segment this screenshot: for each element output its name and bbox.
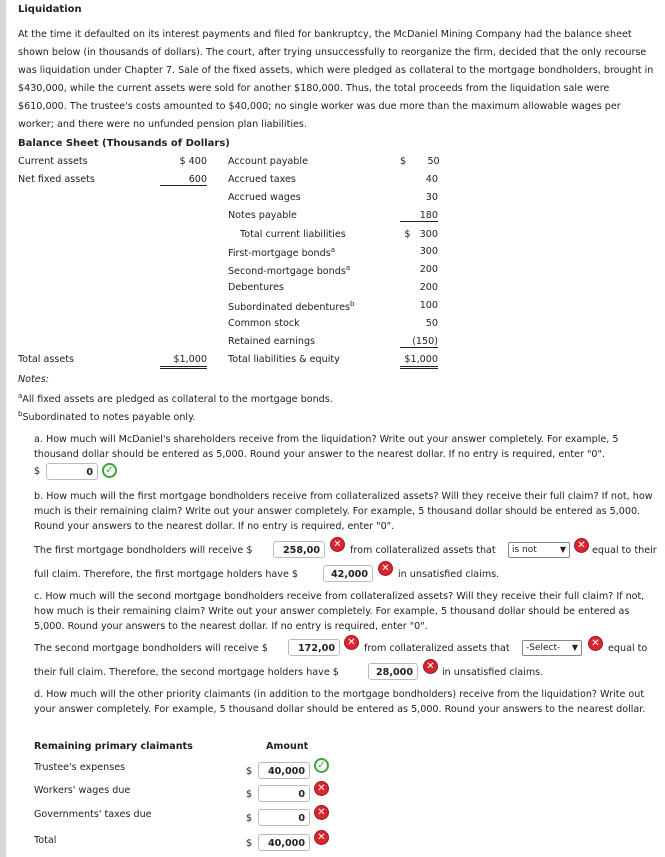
dollar-sign: $ (246, 789, 253, 800)
claimant-label: Governments' taxes due (34, 809, 152, 820)
dollar-sign: $ (246, 813, 253, 824)
dollar-sign: $ (246, 838, 253, 849)
correct-check-icon: ✓ (314, 758, 329, 773)
question-b-sentence-1: The first mortgage bondholders will receive $ (34, 545, 253, 556)
question-c-sentence-3: equal to (608, 643, 648, 654)
amount-column-header: Amount (266, 741, 309, 752)
question-a-text: a. How much will McDaniel's shareholders receive from the liquidation? Write out your answer completely. For example, 5 thousand dollar should be entered as 5,000. Round your answer to the nearest dollar. If no entry is required, enter "0". (34, 434, 619, 460)
question-b-sentence-5: in unsatisfied claims. (398, 569, 500, 580)
dollar-sign: $ (246, 766, 253, 777)
incorrect-x-icon: ✕ (314, 830, 329, 845)
trustee-expenses-input[interactable]: 40,000 (258, 762, 310, 779)
incorrect-x-icon: ✕ (314, 781, 329, 796)
incorrect-x-icon: ✕ (314, 805, 329, 820)
liability-value: $ 50 (400, 156, 440, 167)
liability-label: Account payable (228, 156, 308, 167)
liability-label: Debentures (228, 282, 284, 293)
notes-label: Notes: (18, 374, 49, 385)
question-d-text: d. How much will the other priority claimants (in addition to the mortgage bondholders) receive from the liquidation? Write out your answer completely. For example, 5 thousand dollar should be entered as 5,000. Round your answers to the nearest dollar. (34, 689, 646, 715)
liability-value: 50 (425, 318, 438, 329)
liability-label: Accrued wages (228, 192, 301, 203)
incorrect-x-icon: ✕ (330, 537, 345, 552)
liability-label: Common stock (228, 318, 300, 329)
incorrect-x-icon: ✕ (378, 561, 393, 576)
question-b-sentence-3: equal to their (592, 545, 657, 556)
liability-value: 180 (400, 210, 438, 222)
liability-value: 40 (425, 174, 438, 185)
total-liabilities-value: $1,000 (400, 354, 438, 369)
balance-sheet-title: Balance Sheet (Thousands of Dollars) (18, 138, 230, 149)
liability-label: Retained earnings (228, 336, 316, 347)
liability-value: 200 (419, 264, 438, 275)
first-mortgage-received-input[interactable]: 258,00 (273, 541, 325, 558)
asset-label: Net fixed assets (18, 174, 95, 185)
chevron-down-icon: ▼ (559, 545, 566, 554)
question-c-sentence-2: from collateralized assets that (364, 643, 510, 654)
asset-value: 600 (160, 174, 207, 186)
incorrect-x-icon: ✕ (423, 659, 438, 674)
asset-value: $ 400 (179, 156, 207, 167)
liability-label: First-mortgage bonds$^a$ (228, 246, 336, 260)
claimant-label: Workers' wages due (34, 785, 131, 796)
liability-value: 30 (425, 192, 438, 203)
question-b-sentence-2: from collateralized assets that (350, 545, 496, 556)
liability-value: 100 (419, 300, 438, 311)
liability-label: Second-mortgage bonds$^a$ (228, 264, 351, 278)
incorrect-x-icon: ✕ (574, 538, 589, 553)
claimants-column-header: Remaining primary claimants (34, 741, 193, 752)
liability-value: 300 (419, 246, 438, 257)
liability-value: $ 300 (404, 229, 438, 240)
total-liabilities-label: Total liabilities & equity (228, 354, 340, 365)
note-b: $^b$Subordinated to notes payable only. (18, 410, 196, 424)
question-c-sentence-1: The second mortgage bondholders will receive $ (34, 643, 268, 654)
total-claims-input[interactable]: 40,000 (258, 834, 310, 851)
first-mortgage-full-claim-select[interactable]: is not ▼ (508, 542, 570, 558)
page-title: Liquidation (18, 4, 82, 15)
liability-label: Notes payable (228, 210, 297, 221)
total-assets-value: $1,000 (160, 354, 207, 369)
question-c-sentence-4: their full claim. Therefore, the second mortgage holders have $ (34, 667, 339, 678)
liability-subtotal-label: Total current liabilities (240, 229, 346, 240)
question-c-text: c. How much will the second mortgage bondholders receive from collateralized assets? Will they receive their full claim? If not, how much is their remaining claim? Write out your answer completely. For example, 5 thousand dollar should be entered as 5,000. Round your answers to the nearest dollar. If no entry is required, enter "0". (34, 591, 645, 632)
claimant-label: Trustee's expenses (34, 762, 126, 773)
second-mortgage-received-input[interactable]: 172,00 (288, 639, 340, 656)
second-mortgage-unsatisfied-input[interactable]: 28,000 (368, 663, 418, 680)
first-mortgage-unsatisfied-input[interactable]: 42,000 (323, 565, 373, 582)
left-margin-bar (0, 0, 6, 857)
liability-value: (150) (400, 336, 438, 348)
liability-label: Accrued taxes (228, 174, 296, 185)
note-a: $^a$All fixed assets are pledged as collateral to the mortgage bonds. (18, 392, 333, 406)
claimant-total-label: Total (34, 835, 57, 846)
question-b-sentence-4: full claim. Therefore, the first mortgage holders have $ (34, 569, 299, 580)
second-mortgage-full-claim-select[interactable]: -Select- ▼ (522, 640, 582, 656)
question-c-sentence-5: in unsatisfied claims. (442, 667, 544, 678)
correct-check-icon: ✓ (102, 463, 117, 478)
shareholders-amount-input[interactable]: 0 (46, 463, 98, 480)
liability-value: 200 (419, 282, 438, 293)
dollar-sign: $ (34, 466, 41, 477)
asset-label: Current assets (18, 156, 88, 167)
problem-intro: At the time it defaulted on its interest payments and filed for bankruptcy, the McDaniel Mining Company had the balance sheet shown below (in thousands of dollars). The court, after trying unsuccessfully to reorganize the firm, decided that the only recourse was liquidation under Chapter 7. Sale of the fixed assets, which were pledged as collateral to the mortgage bondholders, brought in $430,000, while the current assets were sold for another $180,000. Thus, the total proceeds from the liquidation sale were $610,000. The trustee's costs amounted to $40,000; no single worker was due more than the maximum allowable wages per worker; and there were no unfunded pension plan liabilities. (18, 29, 654, 130)
workers-wages-input[interactable]: 0 (258, 785, 310, 802)
government-taxes-input[interactable]: 0 (258, 809, 310, 826)
chevron-down-icon: ▼ (571, 643, 578, 652)
liability-label: Subordinated debentures$^b$ (228, 300, 355, 314)
incorrect-x-icon: ✕ (588, 636, 603, 651)
question-b-text: b. How much will the first mortgage bondholders receive from collateralized assets? Will they receive their full claim? If not, how much is their remaining claim? Write out your answer completely. For example, 5 thousand dollar should be entered as 5,000. Round your answers to the nearest dollar. If no entry is required, enter "0". (34, 491, 653, 532)
total-assets-label: Total assets (18, 354, 74, 365)
incorrect-x-icon: ✕ (344, 635, 359, 650)
